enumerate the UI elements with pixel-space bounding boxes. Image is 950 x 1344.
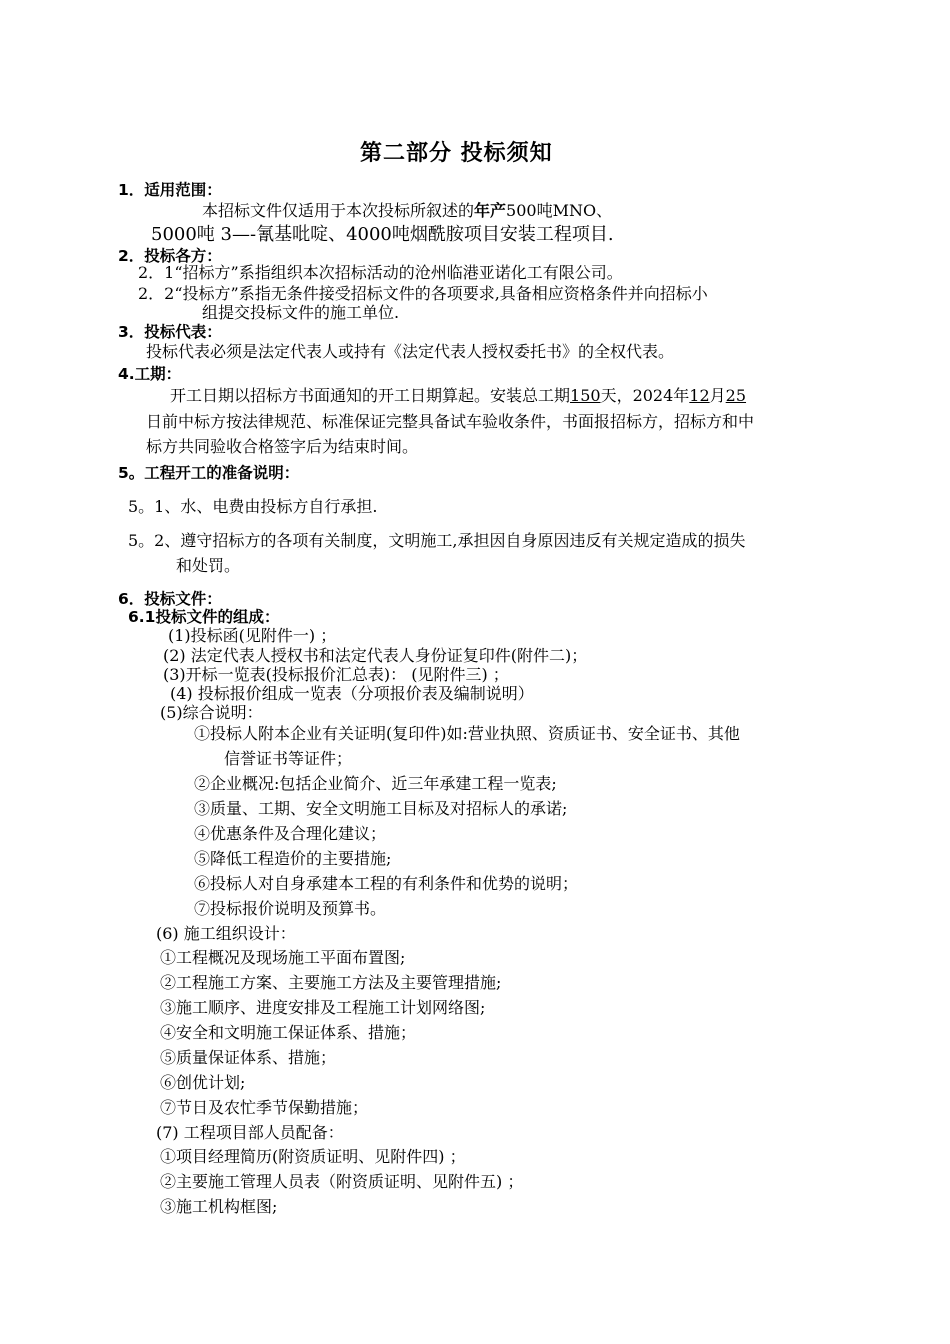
construction-design-4: ④安全和文明施工保证体系、措施； — [160, 1023, 417, 1042]
construction-design-5: ⑤质量保证体系、措施； — [160, 1048, 337, 1067]
section-6-heading: 6．投标文件： — [118, 590, 222, 608]
staffing-1: ①项目经理简历(附资质证明、见附件四) ； — [160, 1147, 466, 1166]
section-5-heading: 5。工程开工的准备说明： — [118, 464, 300, 482]
bid-doc-item-4: (4) 投标报价组成一览表（分项报价表及编制说明） — [170, 684, 534, 703]
construction-design-7: ⑦节日及农忙季节保勤措施； — [160, 1098, 369, 1117]
general-note-3: ③质量、工期、安全文明施工目标及对招标人的承诺; — [194, 799, 568, 818]
general-note-6: ⑥投标人对自身承建本工程的有利条件和优势的说明； — [194, 874, 579, 893]
section-2-item-2: 2．2“投标方”系指无条件接受招标文件的各项要求,具备相应资格条件并向招标小 — [138, 284, 708, 303]
section-4-line-3: 标方共同验收合格签字后为结束时间。 — [146, 437, 419, 456]
construction-design-3: ③施工顺序、进度安排及工程施工计划网络图; — [160, 998, 486, 1017]
section-2-item-2-cont: 组提交投标文件的施工单位. — [202, 303, 400, 322]
bid-doc-item-1: (1)投标函(见附件一) ； — [168, 626, 337, 645]
staffing-heading: (7) 工程项目部人员配备： — [156, 1123, 344, 1142]
section-1-line-1: 本招标文件仅适用于本次投标所叙述的年产500吨MNO、 — [202, 201, 613, 220]
section-5-item-2: 5。2、遵守招标方的各项有关制度，文明施工,承担因自身原因违反有关规定造成的损失 — [128, 531, 746, 550]
general-note-2: ②企业概况:包括企业简介、近三年承建工程一览表; — [194, 774, 557, 793]
bid-doc-item-2: (2) 法定代表人授权书和法定代表人身份证复印件(附件二)； — [163, 646, 588, 665]
construction-design-6: ⑥创优计划; — [160, 1073, 246, 1092]
staffing-3: ③施工机构框图; — [160, 1197, 278, 1216]
section-2-heading: 2．投标各方： — [118, 247, 222, 265]
duration-days: 150 — [570, 386, 601, 405]
general-note-7: ⑦投标报价说明及预算书。 — [194, 899, 387, 918]
construction-design-1: ①工程概况及现场施工平面布置图; — [160, 948, 406, 967]
section-4-heading: 4.工期： — [118, 365, 182, 383]
construction-design-2: ②工程施工方案、主要施工方法及主要管理措施; — [160, 973, 502, 992]
section-1-line-2: 5000吨 3—-氰基吡啶、4000吨烟酰胺项目安装工程项目. — [151, 224, 614, 245]
section-5-item-2-cont: 和处罚。 — [176, 556, 241, 575]
general-note-4: ④优惠条件及合理化建议； — [194, 824, 387, 843]
section-3-text: 投标代表必须是法定代表人或持有《法定代表人授权委托书》的全权代表。 — [146, 342, 675, 361]
end-month: 12 — [689, 386, 710, 405]
section-4-line-1: 开工日期以招标方书面通知的开工日期算起。安装总工期150天，2024年12月25 — [170, 386, 747, 405]
end-day: 25 — [725, 386, 747, 405]
section-2-item-1: 2．1“招标方”系指组织本次招标活动的沧州临港亚诺化工有限公司。 — [138, 263, 623, 282]
section-3-heading: 3．投标代表： — [118, 323, 222, 341]
section-6-1-heading: 6.1投标文件的组成： — [128, 608, 280, 626]
page-title: 第二部分 投标须知 — [360, 140, 553, 166]
construction-design-heading: (6) 施工组织设计： — [156, 924, 296, 943]
general-note-1: ①投标人附本企业有关证明(复印件)如:营业执照、资质证书、安全证书、其他 — [194, 724, 740, 743]
general-note-5: ⑤降低工程造价的主要措施; — [194, 849, 392, 868]
bid-doc-item-5: (5)综合说明： — [160, 703, 263, 722]
staffing-2: ②主要施工管理人员表（附资质证明、见附件五) ； — [160, 1172, 524, 1191]
section-1-heading: 1．适用范围： — [118, 181, 222, 199]
section-5-item-1: 5。1、水、电费由投标方自行承担. — [128, 497, 378, 516]
section-4-line-2: 日前中标方按法律规范、标准保证完整具备试车验收条件，书面报招标方，招标方和中 — [146, 412, 755, 431]
general-note-1-cont: 信誉证书等证件； — [224, 749, 353, 768]
bid-doc-item-3: (3)开标一览表(投标报价汇总表)： (见附件三) ； — [163, 665, 509, 684]
